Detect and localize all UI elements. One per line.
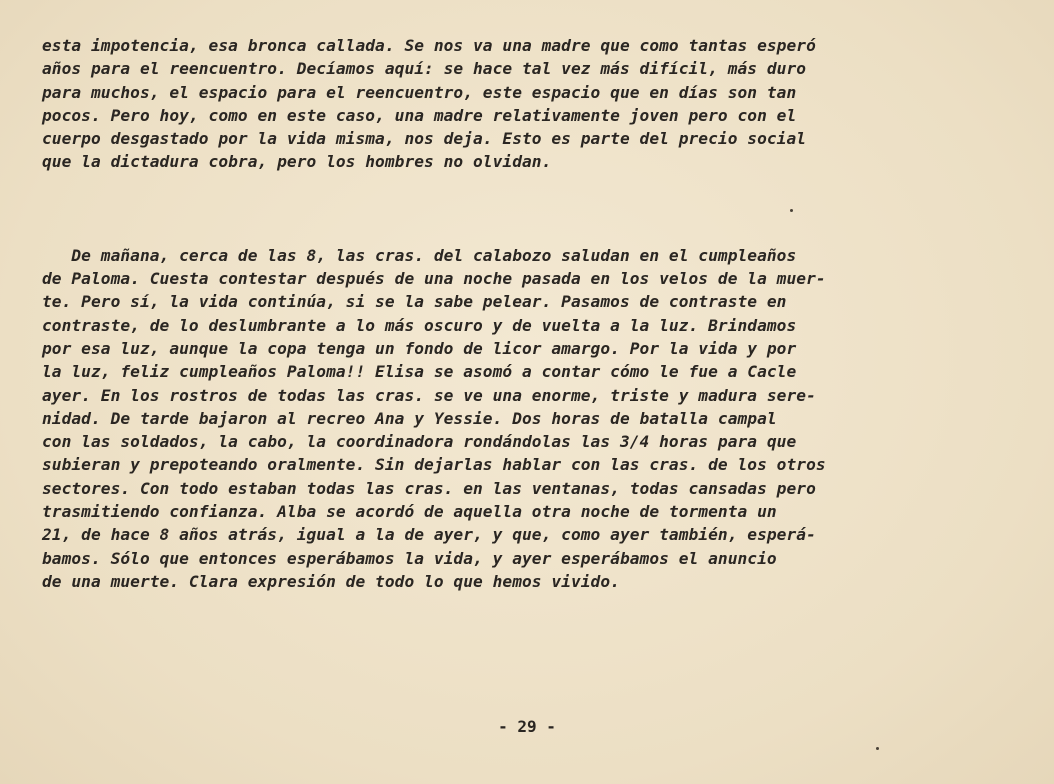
text-line: trasmitiendo confianza. Alba se acordó de aquella otra noche de tormenta un	[42, 502, 777, 522]
text-line: te. Pero sí, la vida continúa, si se la sabe pelear. Pasamos de contraste en	[42, 292, 787, 312]
text-line: pocos. Pero hoy, como en este caso, una madre relativamente joven pero con el	[42, 105, 797, 125]
text-line: de Paloma. Cuesta contestar después de una noche pasada en los velos de la muer-	[42, 269, 826, 289]
text-line: años para el reencuentro. Decíamos aquí: se hace tal vez más difícil, más duro	[42, 59, 807, 79]
text-line: contraste, de lo deslumbrante a lo más oscuro y de vuelta a la luz. Brindamos	[42, 315, 797, 335]
ink-speck	[790, 209, 793, 212]
text-line: con las soldados, la cabo, la coordinadora rondándolas las 3/4 horas para que	[42, 432, 797, 452]
text-line: 21, de hace 8 años atrás, igual a la de ayer, y que, como ayer también, esperá-	[42, 525, 816, 545]
paragraph-gap	[42, 174, 1018, 244]
text-line: De mañana, cerca de las 8, las cras. del calabozo saludan en el cumpleaños	[42, 245, 797, 265]
text-line: cuerpo desgastado por la vida misma, nos deja. Esto es parte del precio social	[42, 129, 807, 149]
text-line: bamos. Sólo que entonces esperábamos la vida, y ayer esperábamos el anuncio	[42, 548, 777, 568]
paragraph-1	[42, 34, 1018, 174]
body-text	[42, 34, 1018, 593]
page-number: - 29 -	[498, 717, 556, 736]
paragraph-2	[42, 244, 1018, 593]
text-line: por esa luz, aunque la copa tenga un fondo de licor amargo. Por la vida y por	[42, 338, 797, 358]
ink-speck	[876, 747, 879, 750]
text-line: que la dictadura cobra, pero los hombres no olvidan.	[42, 152, 552, 172]
text-line: la luz, feliz cumpleaños Paloma!! Elisa se asomó a contar cómo le fue a Cacle	[42, 362, 797, 382]
text-line: ayer. En los rostros de todas las cras. se ve una enorme, triste y madura sere-	[42, 385, 816, 405]
text-line: subieran y prepoteando oralmente. Sin dejarlas hablar con las cras. de los otros	[42, 455, 826, 475]
text-line: sectores. Con todo estaban todas las cras. en las ventanas, todas cansadas pero	[42, 478, 816, 498]
text-line: esta impotencia, esa bronca callada. Se nos va una madre que como tantas esperó	[42, 36, 816, 55]
text-line: nidad. De tarde bajaron al recreo Ana y Yessie. Dos horas de batalla campal	[42, 408, 777, 428]
text-line: para muchos, el espacio para el reencuentro, este espacio que en días son tan	[42, 82, 797, 102]
text-line: de una muerte. Clara expresión de todo lo que hemos vivido.	[42, 571, 620, 591]
